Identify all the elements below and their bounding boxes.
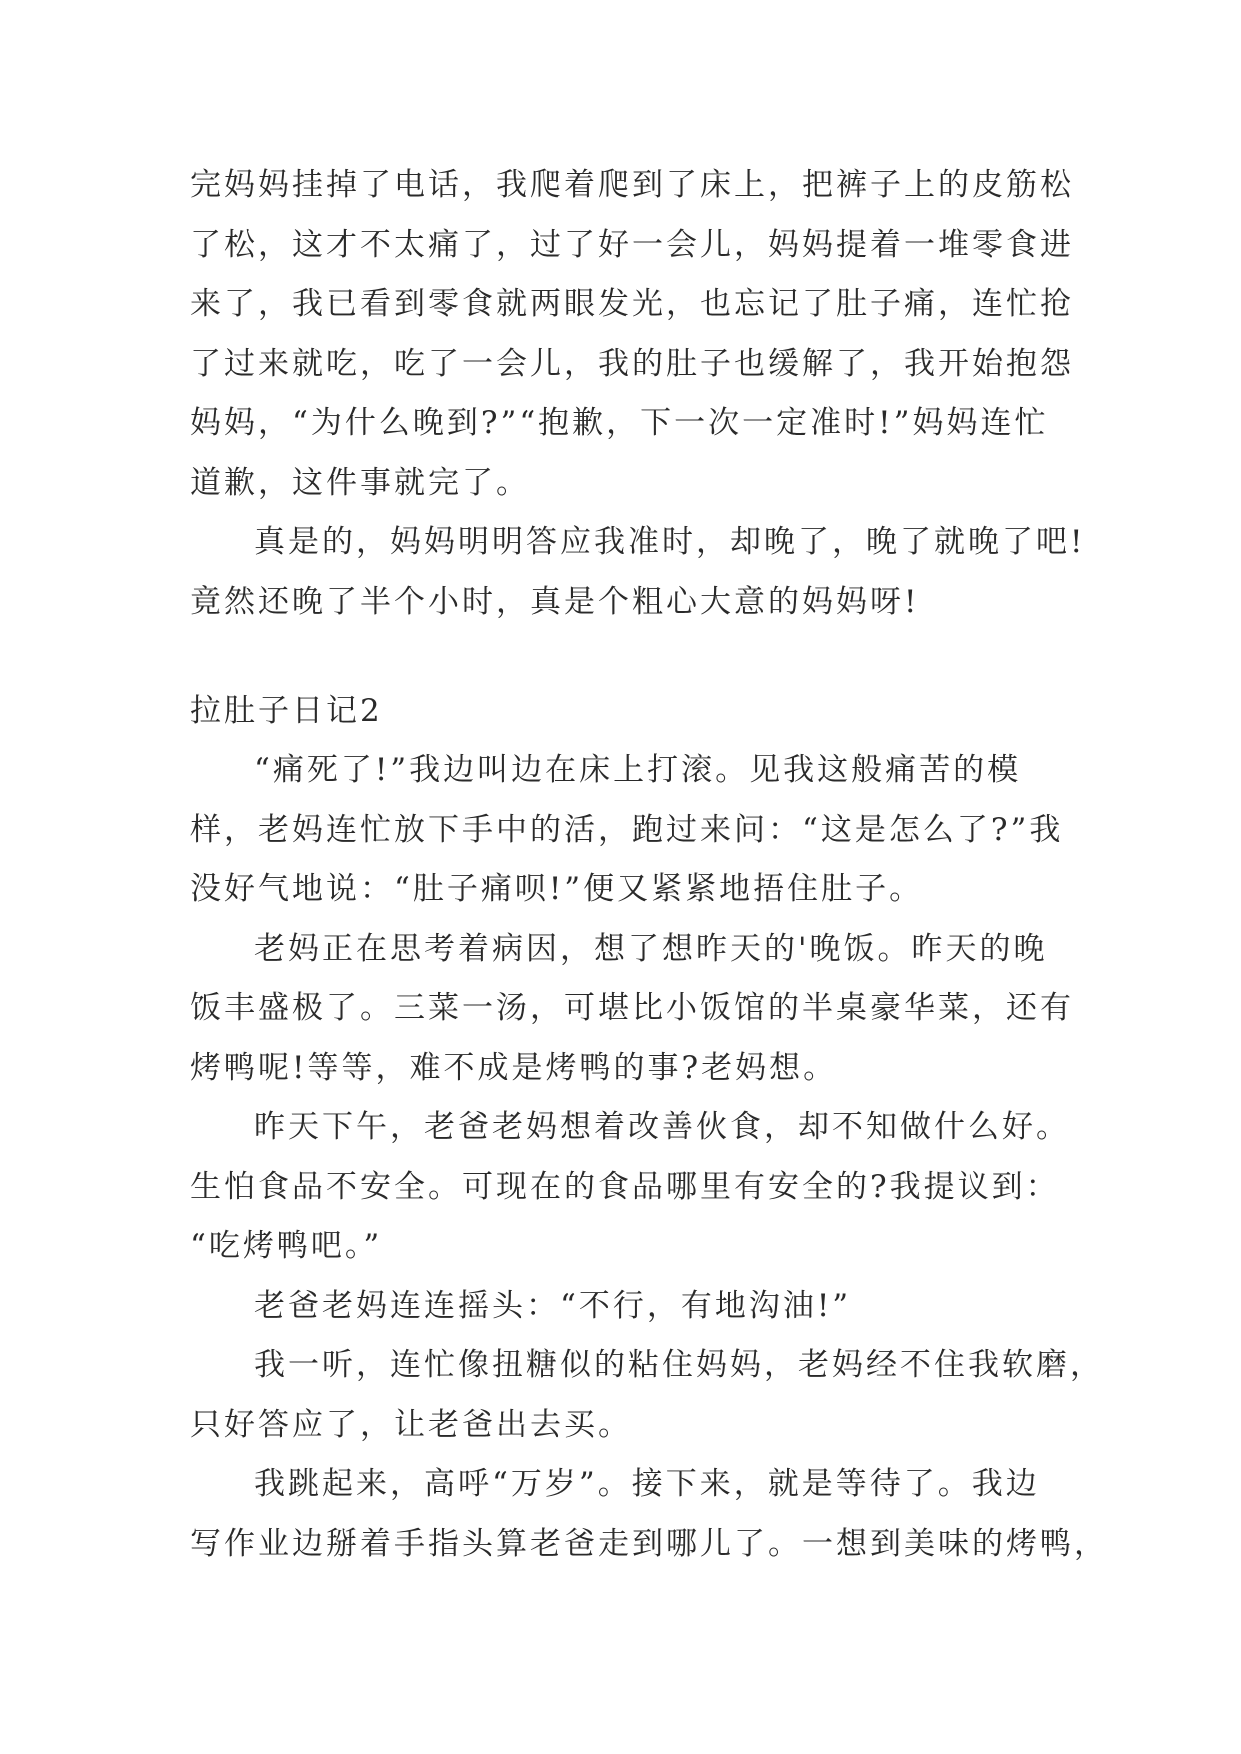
text-line: 我跳起来，高呼“万岁”。接下来，就是等待了。我边 (254, 1466, 1040, 1502)
text-line: 样，老妈连忙放下手中的活，跑过来问：“这是怎么了?”我 (190, 811, 1064, 848)
text-line: 生怕食品不安全。可现在的食品哪里有安全的?我提议到： (190, 1168, 1060, 1205)
section-title: 拉肚子日记2 (190, 693, 383, 729)
text-line: “吃烤鸭吧。” (190, 1228, 383, 1264)
text-line: “痛死了!”我边叫边在床上打滚。见我这般痛苦的模 (254, 752, 1022, 788)
paragraph (190, 156, 1074, 513)
text-line: 没好气地说：“肚子痛呗!”便又紧紧地捂住肚子。 (190, 871, 924, 907)
paragraph (190, 1098, 1070, 1277)
text-line: 老妈正在思考着病因，想了想昨天的'晚饭。昨天的晚 (254, 930, 1048, 967)
text-line: 竟然还晚了半个小时，真是个粗心大意的妈妈呀! (190, 583, 920, 620)
text-line: 我一听，连忙像扭糖似的粘住妈妈，老妈经不住我软磨， (254, 1347, 1104, 1383)
paragraph (190, 1455, 1108, 1574)
text-line: 只好答应了，让老爸出去买。 (190, 1406, 632, 1443)
paragraph (190, 741, 1070, 920)
text-line: 完妈妈挂掉了电话，我爬着爬到了床上，把裤子上的皮筋松 (190, 167, 1074, 203)
text-line: 真是的，妈妈明明答应我准时，却晚了，晚了就晚了吧! (254, 524, 1086, 560)
text-line: 来了，我已看到零食就两眼发光，也忘记了肚子痛，连忙抢 (190, 286, 1074, 322)
paragraph (190, 513, 1086, 632)
paragraph (190, 920, 1074, 1099)
text-line: 道歉，这件事就完了。 (190, 464, 530, 501)
text-line: 写作业边掰着手指头算老爸走到哪儿了。一想到美味的烤鸭， (190, 1525, 1108, 1562)
paragraph (190, 1336, 1104, 1455)
text-line: 饭丰盛极了。三菜一汤，可堪比小饭馆的半桌豪华菜，还有 (190, 990, 1074, 1026)
text-line: 妈妈，“为什么晚到?”“抱歉，下一次一定准时!”妈妈连忙 (190, 405, 1049, 441)
text-line: 昨天下午，老爸老妈想着改善伙食，却不知做什么好。 (254, 1109, 1070, 1145)
paragraph (190, 1277, 1070, 1337)
text-line: 老爸老妈连连摇头：“不行，有地沟油!” (254, 1287, 852, 1324)
text-line: 烤鸭呢!等等，难不成是烤鸭的事?老妈想。 (190, 1049, 838, 1086)
text-line: 了松，这才不太痛了，过了好一会儿，妈妈提着一堆零食进 (190, 226, 1074, 263)
section-1 (190, 156, 1086, 632)
text-line: 了过来就吃，吃了一会儿，我的肚子也缓解了，我开始抱怨 (190, 345, 1074, 382)
section-2 (190, 741, 1108, 1574)
